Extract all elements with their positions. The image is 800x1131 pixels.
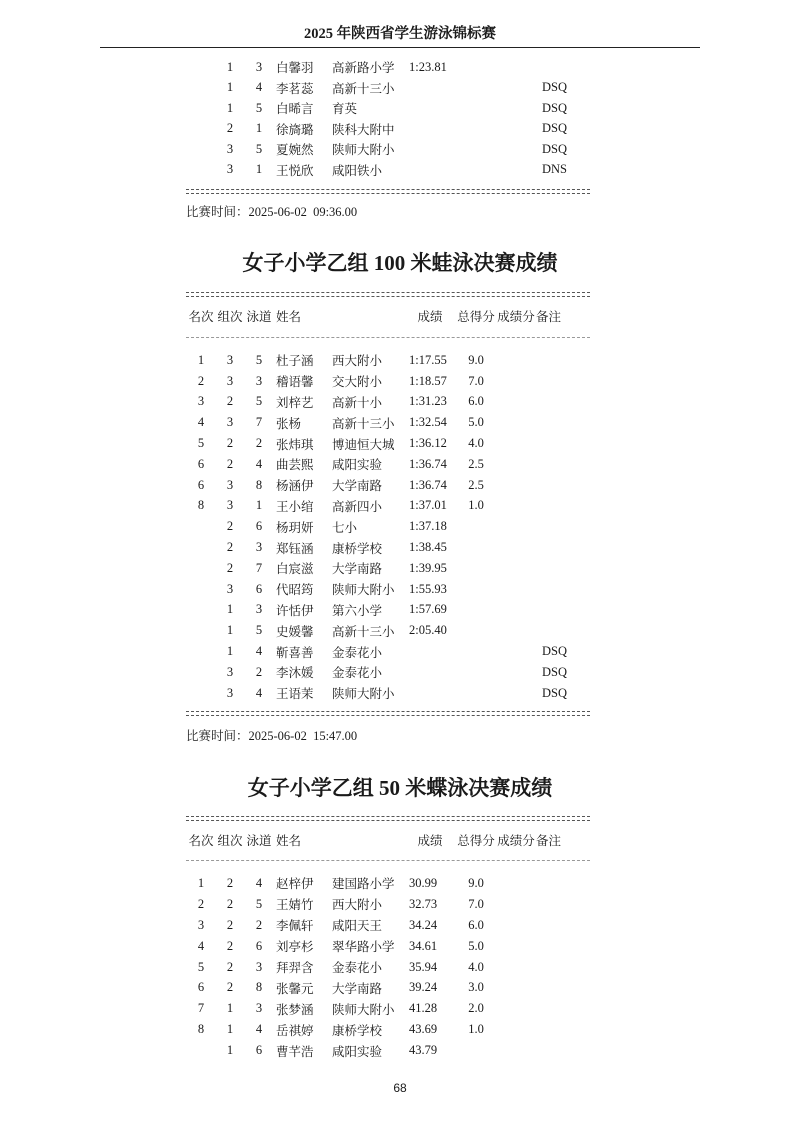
cell-heat: 3 [226,581,234,596]
cell-school: 康桥学校 [332,1023,383,1038]
cell-lane: 3 [255,373,263,388]
cell-heat: 2 [226,560,234,575]
cell-result: 32.73 [409,896,438,911]
cell-heat: 1 [226,80,234,95]
cell-remark: DSQ [542,664,568,679]
cell-rank: 2 [197,373,205,388]
results-table-50m-butterfly [186,873,590,1061]
cell-result: 2:05.40 [409,623,447,638]
double-line [186,292,590,297]
table-header-100m [186,306,590,327]
cell-lane: 4 [255,644,263,659]
table-row [186,516,590,537]
cell-name: 史媛馨 [276,624,314,639]
cell-name: 张梦涵 [276,1002,314,1017]
cell-lane: 5 [255,394,263,409]
table-row [186,662,590,683]
cell-lane: 1 [255,498,263,513]
cell-rank: 7 [197,1001,205,1016]
cell-school: 高新十三小 [332,416,395,431]
cell-lane: 4 [255,685,263,700]
cell-result: 1:57.69 [409,602,447,617]
cell-result: 35.94 [409,959,438,974]
cell-lane: 5 [255,623,263,638]
cell-school: 翠华路小学 [332,940,395,955]
cell-school: 陕师大附小 [332,1002,395,1017]
cell-school: 大学南路 [332,981,383,996]
cell-rank: 5 [197,436,205,451]
cell-remark: DSQ [542,644,568,659]
cell-name: 王悦欣 [276,163,314,178]
cell-heat: 1 [226,1001,234,1016]
cell-lane: 1 [255,121,263,136]
cell-heat: 2 [226,938,234,953]
cell-lane: 4 [255,80,263,95]
table-row [186,936,590,957]
table-row [186,873,590,894]
cell-lane: 8 [255,477,263,492]
cell-school: 大学南路 [332,562,383,577]
cell-school: 康桥学校 [332,541,383,556]
table-row [186,392,590,413]
cell-result: 1:17.55 [409,352,447,367]
cell-heat: 2 [226,121,234,136]
cell-school: 金泰花小 [332,666,383,681]
cell-name: 张炜琪 [276,437,314,452]
cell-result: 1:36.12 [409,436,447,451]
cell-lane: 6 [255,938,263,953]
cell-total_score: 6.0 [468,917,484,932]
cell-school: 高新十小 [332,395,383,410]
cell-rank: 5 [197,959,205,974]
cell-school: 高新四小 [332,499,383,514]
cell-heat: 3 [226,415,234,430]
cell-rank: 1 [197,875,205,890]
cell-remark: DNS [542,162,568,177]
col-header-lane: 泳道 [246,310,272,325]
double-line [186,711,590,716]
cell-result: 1:36.74 [409,477,447,492]
cell-name: 刘梓艺 [276,395,314,410]
header-rule [100,47,700,48]
cell-name: 李茗蕊 [276,81,314,96]
cell-total_score: 1.0 [468,498,484,513]
col-header-rank: 名次 [188,310,214,325]
cell-lane: 7 [255,415,263,430]
cell-remark: DSQ [542,141,568,156]
table-row [186,1040,590,1061]
cell-heat: 2 [226,436,234,451]
cell-result: 1:55.93 [409,581,447,596]
table-row [186,160,590,181]
col-header-remark: 备注 [536,310,562,325]
cell-heat: 1 [226,644,234,659]
cell-school: 金泰花小 [332,961,383,975]
cell-remark: DSQ [542,121,568,136]
table-row [186,78,590,99]
cell-school: 大学南路 [332,479,383,494]
cell-name: 曲芸熙 [276,458,314,473]
cell-total_score: 7.0 [468,373,484,388]
cell-lane: 4 [255,875,263,890]
cell-name: 岳祺婷 [276,1023,314,1038]
cell-lane: 3 [255,59,263,74]
cell-name: 张杨 [276,416,302,431]
cell-total_score: 4.0 [468,959,484,974]
double-line [186,189,590,194]
cell-lane: 3 [255,540,263,555]
cell-name: 杨玥妍 [276,520,314,535]
col-header-total-score: 总得分 [457,310,495,325]
table-row [186,600,590,621]
cell-school: 金泰花小 [332,645,383,660]
col-header-result: 成绩 [417,834,443,849]
cell-school: 咸阳铁小 [332,163,383,178]
cell-heat: 3 [226,685,234,700]
event-title-100m-breaststroke: 女子小学乙组 100 米蛙泳决赛成绩 [242,251,558,275]
event-title-50m-butterfly: 女子小学乙组 50 米蝶泳决赛成绩 [247,776,553,800]
cell-result: 1:32.54 [409,415,447,430]
cell-result: 1:36.74 [409,456,447,471]
cell-heat: 3 [226,477,234,492]
match-time-0936: 比赛时间：2025-06-02 09:36.00 [186,205,358,219]
cell-lane: 6 [255,519,263,534]
cell-heat: 3 [226,141,234,156]
cell-heat: 2 [226,917,234,932]
cell-rank: 3 [197,394,205,409]
cell-school: 高新路小学 [332,61,395,76]
cell-heat: 2 [226,959,234,974]
cell-rank: 6 [197,477,205,492]
cell-heat: 1 [226,623,234,638]
table-header-row [186,830,590,851]
page-number: 68 [393,1081,407,1095]
table-row [186,641,590,662]
cell-lane: 3 [255,1001,263,1016]
cell-school: 建国路小学 [332,877,395,892]
cell-name: 白馨羽 [276,61,314,76]
cell-rank: 3 [197,917,205,932]
cell-school: 交大附小 [332,375,383,390]
cell-lane: 3 [255,602,263,617]
cell-school: 育英 [332,102,358,117]
cell-lane: 4 [255,1022,263,1037]
cell-total_score: 9.0 [468,352,484,367]
col-header-heat: 组次 [217,834,243,849]
col-header-result-score: 成绩分 [497,834,535,849]
cell-result: 34.61 [409,938,438,953]
cell-heat: 1 [226,1043,234,1058]
cell-name: 夏婉然 [276,143,314,158]
cell-name: 李沐媛 [276,666,314,681]
cell-result: 1:37.01 [409,498,447,513]
cell-heat: 3 [226,373,234,388]
cell-name: 许恬伊 [276,603,314,618]
cell-rank: 8 [197,1022,205,1037]
cell-school: 陕师大附小 [332,583,395,598]
cell-name: 徐旖璐 [276,122,314,137]
cell-school: 西大附小 [332,898,383,913]
table-row [186,558,590,579]
document-header-title: 2025 年陕西省学生游泳锦标赛 [303,26,497,42]
col-header-result-score: 成绩分 [497,310,535,325]
cell-rank: 4 [197,415,205,430]
cell-result: 1:31.23 [409,394,447,409]
cell-name: 靳喜善 [276,645,314,660]
cell-name: 王婧竹 [276,898,314,913]
cell-lane: 6 [255,1043,263,1058]
cell-name: 杜子涵 [276,354,314,369]
cell-school: 咸阳实验 [332,458,383,473]
single-separator [186,860,590,861]
cell-total_score: 1.0 [468,1022,484,1037]
cell-result: 1:38.45 [409,540,447,555]
table-row [186,139,590,160]
cell-lane: 7 [255,560,263,575]
table-row [186,350,590,371]
cell-rank: 8 [197,498,205,513]
cell-heat: 2 [226,896,234,911]
cell-result: 43.69 [409,1022,438,1037]
double-line [186,816,590,821]
cell-total_score: 6.0 [468,394,484,409]
cell-name: 王小绾 [276,499,314,514]
table-row [186,915,590,936]
cell-result: 41.28 [409,1001,438,1016]
cell-school: 咸阳实验 [332,1044,383,1059]
cell-name: 曹芊浩 [276,1044,314,1059]
cell-result: 1:23.81 [409,59,447,74]
cell-rank: 4 [197,938,205,953]
cell-heat: 1 [226,1022,234,1037]
cell-remark: DSQ [542,685,568,700]
table-header-50m [186,830,590,851]
cell-school: 陕师大附小 [332,687,395,702]
cell-lane: 2 [255,664,263,679]
cell-total_score: 5.0 [468,938,484,953]
cell-name: 白晞言 [276,102,314,117]
cell-school: 陕科大附中 [332,122,395,137]
cell-school: 博迪恒大城 [332,437,395,452]
table-row [186,98,590,119]
cell-school: 陕师大附小 [332,143,395,158]
cell-heat: 2 [226,875,234,890]
cell-total_score: 3.0 [468,980,484,995]
cell-heat: 2 [226,394,234,409]
cell-lane: 4 [255,456,263,471]
cell-lane: 2 [255,917,263,932]
cell-result: 39.24 [409,980,438,995]
cell-name: 杨涵伊 [276,479,314,494]
cell-name: 代昭筠 [276,583,314,598]
table-row [186,1019,590,1040]
cell-name: 稽语馨 [276,375,314,390]
cell-name: 郑钰涵 [276,541,314,556]
cell-lane: 5 [255,896,263,911]
cell-name: 刘亭杉 [276,940,314,955]
cell-heat: 2 [226,456,234,471]
table-row [186,894,590,915]
table-row [186,683,590,704]
cell-heat: 2 [226,519,234,534]
cell-lane: 8 [255,980,263,995]
cell-total_score: 2.5 [468,456,484,471]
col-header-name: 姓名 [276,834,302,849]
single-separator [186,337,590,338]
cell-remark: DSQ [542,100,568,115]
cell-lane: 3 [255,959,263,974]
cell-result: 1:39.95 [409,560,447,575]
table-row [186,119,590,140]
cell-heat: 3 [226,162,234,177]
table-row [186,957,590,978]
cell-heat: 1 [226,602,234,617]
cell-name: 白宸滋 [276,562,314,577]
cell-name: 张馨元 [276,981,314,996]
col-header-heat: 组次 [217,310,243,325]
col-header-rank: 名次 [188,834,214,849]
table-header-row [186,306,590,327]
cell-lane: 1 [255,162,263,177]
cell-total_score: 7.0 [468,896,484,911]
cell-school: 西大附小 [332,354,383,369]
table-row [186,57,590,78]
cell-lane: 2 [255,436,263,451]
table-row [186,371,590,392]
cell-rank: 2 [197,896,205,911]
cell-heat: 3 [226,498,234,513]
cell-total_score: 4.0 [468,436,484,451]
cell-rank: 1 [197,352,205,367]
cell-name: 李佩轩 [276,919,314,934]
table-row [186,620,590,641]
cell-total_score: 9.0 [468,875,484,890]
cell-result: 34.24 [409,917,438,932]
cell-rank: 6 [197,456,205,471]
cell-school: 七小 [332,520,358,535]
cell-lane: 5 [255,141,263,156]
table-row [186,496,590,517]
cell-heat: 2 [226,980,234,995]
cell-lane: 5 [255,100,263,115]
prev-event-tail-table [186,57,590,180]
table-row [186,433,590,454]
results-table-100m-breaststroke [186,350,590,704]
table-row [186,412,590,433]
table-row [186,998,590,1019]
cell-heat: 3 [226,664,234,679]
cell-heat: 3 [226,352,234,367]
cell-heat: 1 [226,59,234,74]
table-row [186,579,590,600]
match-time-1547: 比赛时间：2025-06-02 15:47.00 [186,729,358,743]
cell-heat: 1 [226,100,234,115]
cell-lane: 5 [255,352,263,367]
cell-school: 第六小学 [332,603,383,618]
cell-result: 43.79 [409,1043,438,1058]
table-row [186,977,590,998]
cell-school: 高新十三小 [332,81,395,96]
cell-total_score: 5.0 [468,415,484,430]
table-row [186,537,590,558]
col-header-result: 成绩 [417,310,443,325]
table-row [186,475,590,496]
cell-lane: 6 [255,581,263,596]
cell-total_score: 2.0 [468,1001,484,1016]
cell-rank: 6 [197,980,205,995]
cell-remark: DSQ [542,80,568,95]
cell-heat: 2 [226,540,234,555]
cell-name: 赵梓伊 [276,877,314,892]
table-row [186,454,590,475]
col-header-lane: 泳道 [246,834,272,849]
cell-name: 拜羿含 [276,961,314,975]
cell-name: 王语茉 [276,687,314,702]
col-header-name: 姓名 [276,310,302,325]
cell-result: 30.99 [409,875,438,890]
col-header-remark: 备注 [536,834,562,849]
cell-total_score: 2.5 [468,477,484,492]
cell-school: 咸阳天王 [332,919,383,934]
cell-result: 1:18.57 [409,373,447,388]
cell-school: 高新十三小 [332,624,395,639]
cell-result: 1:37.18 [409,519,447,534]
col-header-total-score: 总得分 [457,834,495,849]
